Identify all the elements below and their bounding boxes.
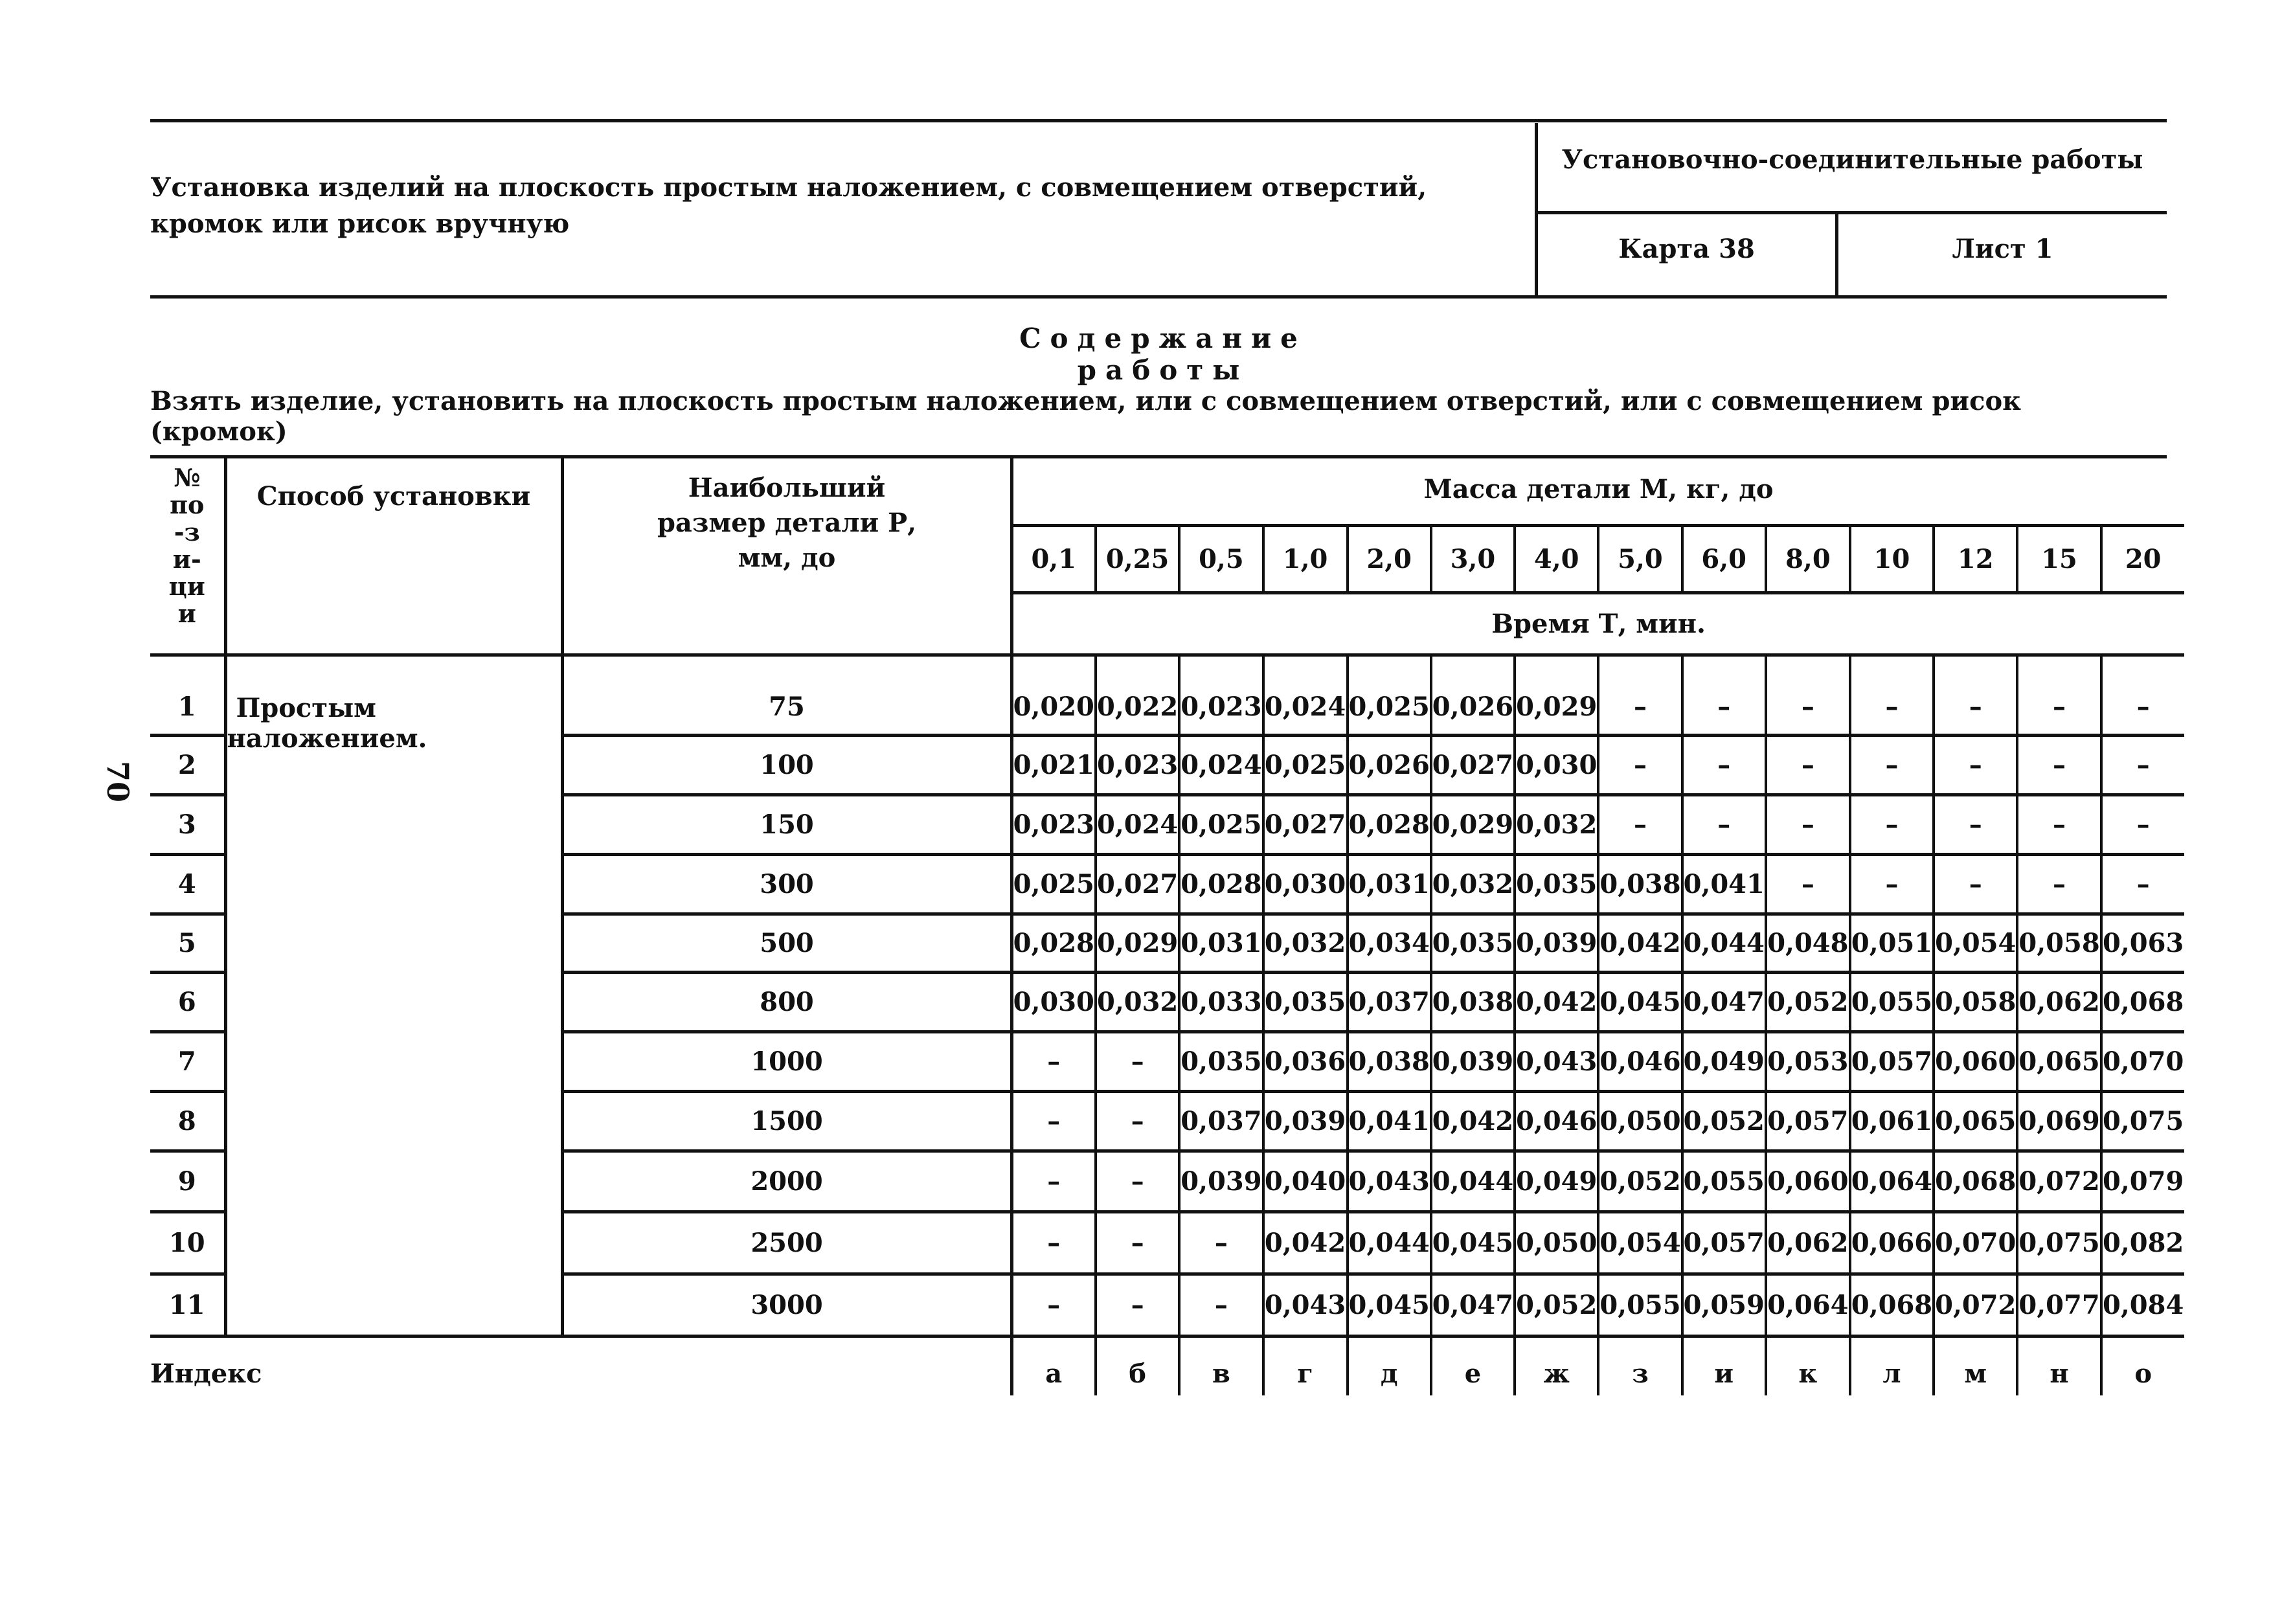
- time-value: 0,066: [1850, 1212, 1934, 1274]
- time-value: 0,064: [1766, 1274, 1850, 1336]
- time-value: 0,026: [1348, 735, 1431, 795]
- time-value: 0,052: [1766, 972, 1850, 1032]
- time-value: 0,077: [2017, 1274, 2101, 1336]
- time-value: 0,068: [1850, 1274, 1934, 1336]
- mass-header-cell: 6,0: [1682, 525, 1766, 592]
- time-value: 0,031: [1348, 854, 1431, 914]
- row-position: 5: [150, 914, 225, 972]
- time-value: –: [1011, 1091, 1096, 1151]
- index-letter: б: [1096, 1336, 1179, 1395]
- time-value: 0,035: [1431, 914, 1515, 972]
- time-value: 0,057: [1766, 1091, 1850, 1151]
- time-value: 0,055: [1850, 972, 1934, 1032]
- time-value: 0,060: [1934, 1032, 2017, 1091]
- row-position: 7: [150, 1032, 225, 1091]
- index-letter: ж: [1515, 1336, 1598, 1395]
- time-value: 0,055: [1682, 1151, 1766, 1212]
- row-size: 1000: [562, 1032, 1011, 1091]
- mass-header-cell: 12: [1934, 525, 2017, 592]
- time-value: 0,022: [1096, 655, 1179, 735]
- header-mid-rule: [1535, 211, 2167, 214]
- index-letter: м: [1934, 1336, 2017, 1395]
- row-position: 2: [150, 735, 225, 795]
- index-letter: д: [1348, 1336, 1431, 1395]
- time-value: 0,070: [2101, 1032, 2184, 1091]
- time-value: 0,028: [1011, 914, 1096, 972]
- row-size: 75: [562, 655, 1011, 735]
- time-value: –: [2101, 795, 2184, 854]
- time-value: 0,031: [1179, 914, 1263, 972]
- time-value: 0,023: [1011, 795, 1096, 854]
- index-letter: а: [1011, 1336, 1096, 1395]
- time-value: 0,059: [1682, 1274, 1766, 1336]
- time-value: 0,027: [1431, 735, 1515, 795]
- time-value: 0,024: [1096, 795, 1179, 854]
- row-position: 9: [150, 1151, 225, 1212]
- mass-header-cell: 2,0: [1348, 525, 1431, 592]
- index-letter: к: [1766, 1336, 1850, 1395]
- row-size: 1500: [562, 1091, 1011, 1151]
- header-method-label: Способ установки: [256, 481, 531, 512]
- time-value: 0,024: [1263, 655, 1348, 735]
- mass-header-cell: 4,0: [1515, 525, 1598, 592]
- header-time: Время Т, мин.: [1011, 592, 2184, 655]
- mass-header-cell: 3,0: [1431, 525, 1515, 592]
- method-cell: [225, 655, 562, 1336]
- time-value: 0,061: [1850, 1091, 1934, 1151]
- time-value: –: [1096, 1091, 1179, 1151]
- time-value: 0,042: [1431, 1091, 1515, 1151]
- time-value: –: [1934, 854, 2017, 914]
- mass-header-cell: 0,5: [1179, 525, 1263, 592]
- row-size: 2500: [562, 1212, 1011, 1274]
- time-value: 0,032: [1096, 972, 1179, 1032]
- row-position: 10: [150, 1212, 225, 1274]
- header-pos: [150, 455, 225, 655]
- time-value: –: [1934, 795, 2017, 854]
- time-value: 0,052: [1682, 1091, 1766, 1151]
- category-label: Установочно-соединительные работы: [1561, 144, 2143, 175]
- section-title: Содержание работы: [1019, 322, 1307, 386]
- row-position: 1: [150, 655, 225, 735]
- time-value: –: [1934, 655, 2017, 735]
- time-value: –: [1011, 1274, 1096, 1336]
- time-value: 0,047: [1682, 972, 1766, 1032]
- time-value: –: [1766, 735, 1850, 795]
- time-value: 0,044: [1682, 914, 1766, 972]
- row-size: 100: [562, 735, 1011, 795]
- time-value: –: [1096, 1151, 1179, 1212]
- row-position: 4: [150, 854, 225, 914]
- time-value: 0,046: [1515, 1091, 1598, 1151]
- time-value: 0,038: [1598, 854, 1682, 914]
- time-value: 0,040: [1263, 1151, 1348, 1212]
- row-position: 3: [150, 795, 225, 854]
- time-value: 0,054: [1934, 914, 2017, 972]
- time-value: 0,052: [1598, 1151, 1682, 1212]
- time-value: 0,028: [1179, 854, 1263, 914]
- mass-header-cell: 15: [2017, 525, 2101, 592]
- time-value: –: [1766, 854, 1850, 914]
- index-letter: н: [2017, 1336, 2101, 1395]
- time-value: 0,060: [1766, 1151, 1850, 1212]
- time-value: 0,025: [1263, 735, 1348, 795]
- time-value: 0,030: [1011, 972, 1096, 1032]
- time-value: –: [1096, 1274, 1179, 1336]
- time-value: 0,055: [1598, 1274, 1682, 1336]
- time-value: 0,057: [1682, 1212, 1766, 1274]
- time-value: 0,034: [1348, 914, 1431, 972]
- header-pos-label: № по-зи-ции: [168, 463, 205, 628]
- time-value: 0,045: [1598, 972, 1682, 1032]
- time-value: 0,075: [2017, 1212, 2101, 1274]
- row-position: 6: [150, 972, 225, 1032]
- index-letter: и: [1682, 1336, 1766, 1395]
- time-value: 0,025: [1348, 655, 1431, 735]
- sheet-number: Лист 1: [1952, 234, 2053, 264]
- time-value: –: [1850, 854, 1934, 914]
- header-size: [562, 455, 1011, 655]
- time-value: 0,042: [1263, 1212, 1348, 1274]
- time-value: –: [2017, 854, 2101, 914]
- time-value: 0,033: [1179, 972, 1263, 1032]
- time-value: 0,072: [2017, 1151, 2101, 1212]
- row-size: 150: [562, 795, 1011, 854]
- mass-header-cell: 0,1: [1011, 525, 1096, 592]
- row-size: 500: [562, 914, 1011, 972]
- time-value: –: [1682, 735, 1766, 795]
- time-value: 0,043: [1348, 1151, 1431, 1212]
- time-value: 0,042: [1515, 972, 1598, 1032]
- time-value: 0,054: [1598, 1212, 1682, 1274]
- mass-header-cell: 1,0: [1263, 525, 1348, 592]
- index-letter: е: [1431, 1336, 1515, 1395]
- time-value: 0,032: [1431, 854, 1515, 914]
- mass-header-cell: 8,0: [1766, 525, 1850, 592]
- mass-header-cell: 0,25: [1096, 525, 1179, 592]
- time-value: 0,041: [1682, 854, 1766, 914]
- card-number: Карта 38: [1618, 234, 1755, 264]
- time-value: 0,068: [1934, 1151, 2017, 1212]
- work-description: Взять изделие, установить на плоскость простым наложением, или с совмещением отверстий, или с совмещением рисок (кромок): [150, 386, 2022, 447]
- time-value: –: [1011, 1032, 1096, 1091]
- time-value: 0,057: [1850, 1032, 1934, 1091]
- time-value: 0,021: [1011, 735, 1096, 795]
- time-value: –: [1598, 735, 1682, 795]
- time-value: 0,043: [1515, 1032, 1598, 1091]
- time-value: 0,039: [1431, 1032, 1515, 1091]
- header-method: [225, 455, 562, 655]
- time-value: –: [1850, 655, 1934, 735]
- time-value: 0,027: [1263, 795, 1348, 854]
- time-value: 0,053: [1766, 1032, 1850, 1091]
- time-value: 0,023: [1096, 735, 1179, 795]
- header-bottom-rule: [150, 295, 2167, 299]
- top-rule: [150, 119, 2167, 122]
- time-value: 0,025: [1179, 795, 1263, 854]
- time-value: 0,030: [1263, 854, 1348, 914]
- mass-header-cell: 20: [2101, 525, 2184, 592]
- time-value: 0,047: [1431, 1274, 1515, 1336]
- time-value: 0,046: [1598, 1032, 1682, 1091]
- time-value: –: [1096, 1032, 1179, 1091]
- time-value: 0,065: [2017, 1032, 2101, 1091]
- time-value: –: [1096, 1212, 1179, 1274]
- row-size: 2000: [562, 1151, 1011, 1212]
- time-value: 0,044: [1348, 1212, 1431, 1274]
- time-value: –: [1598, 795, 1682, 854]
- time-value: 0,064: [1850, 1151, 1934, 1212]
- time-value: 0,050: [1598, 1091, 1682, 1151]
- page-number: 70: [100, 760, 136, 803]
- mass-header-cell: 10: [1850, 525, 1934, 592]
- time-value: 0,024: [1179, 735, 1263, 795]
- time-value: 0,072: [1934, 1274, 2017, 1336]
- time-value: 0,029: [1515, 655, 1598, 735]
- time-value: 0,041: [1348, 1091, 1431, 1151]
- time-value: 0,082: [2101, 1212, 2184, 1274]
- time-value: 0,039: [1179, 1151, 1263, 1212]
- time-value: –: [1766, 655, 1850, 735]
- norms-table: [150, 455, 2184, 1395]
- table-row: [150, 655, 2184, 735]
- time-value: –: [1011, 1212, 1096, 1274]
- time-value: –: [1766, 795, 1850, 854]
- time-value: 0,058: [2017, 914, 2101, 972]
- document-title: Установка изделий на плоскость простым наложением, с совмещением отверстий, кромок или рисок вручную: [150, 172, 1427, 239]
- header-size-label: Наибольший размер детали Р, мм, до: [657, 473, 917, 573]
- time-value: 0,027: [1096, 854, 1179, 914]
- time-value: 0,051: [1850, 914, 1934, 972]
- time-value: 0,062: [2017, 972, 2101, 1032]
- mass-header-cell: 5,0: [1598, 525, 1682, 592]
- time-value: 0,039: [1263, 1091, 1348, 1151]
- time-value: 0,084: [2103, 1289, 2184, 1320]
- time-value: –: [2017, 735, 2101, 795]
- time-value: –: [2101, 735, 2184, 795]
- time-value: –: [1850, 795, 1934, 854]
- time-value: 0,035: [1179, 1032, 1263, 1091]
- time-value: –: [1598, 655, 1682, 735]
- time-value: 0,042: [1598, 914, 1682, 972]
- time-value: 0,037: [1348, 972, 1431, 1032]
- time-value: –: [2101, 655, 2184, 735]
- time-value: 0,026: [1431, 655, 1515, 735]
- time-value: 0,037: [1179, 1091, 1263, 1151]
- time-value: 0,039: [1515, 914, 1598, 972]
- time-value: –: [2017, 795, 2101, 854]
- row-position: 11: [150, 1274, 225, 1336]
- time-value: –: [1682, 795, 1766, 854]
- time-value: 0,048: [1766, 914, 1850, 972]
- time-value: 0,075: [2101, 1091, 2184, 1151]
- time-value: 0,050: [1515, 1212, 1598, 1274]
- index-row: [150, 1336, 2184, 1395]
- header-mass: Масса детали М, кг, до: [1011, 455, 2184, 525]
- index-letter: л: [1850, 1336, 1934, 1395]
- time-value: 0,032: [1263, 914, 1348, 972]
- time-value: 0,044: [1431, 1151, 1515, 1212]
- time-value: –: [1682, 655, 1766, 735]
- method-label: Простым наложением.: [227, 692, 427, 754]
- index-letter: в: [1179, 1336, 1263, 1395]
- time-value: 0,038: [1348, 1032, 1431, 1091]
- time-value: 0,052: [1515, 1274, 1598, 1336]
- time-value: 0,030: [1515, 735, 1598, 795]
- time-value: 0,043: [1263, 1274, 1348, 1336]
- time-value: 0,045: [1431, 1212, 1515, 1274]
- time-value: 0,069: [2017, 1091, 2101, 1151]
- time-value: 0,038: [1431, 972, 1515, 1032]
- time-value: 0,035: [1515, 854, 1598, 914]
- time-value: –: [2101, 854, 2184, 914]
- time-value: 0,045: [1348, 1274, 1431, 1336]
- time-value: 0,068: [2101, 972, 2184, 1032]
- index-letter: о: [2101, 1336, 2184, 1395]
- time-value: –: [1011, 1151, 1096, 1212]
- time-value: 0,023: [1179, 655, 1263, 735]
- time-value: 0,063: [2101, 914, 2184, 972]
- index-letter: г: [1263, 1336, 1348, 1395]
- index-label: Индекс: [150, 1336, 1011, 1395]
- time-value: –: [1179, 1212, 1263, 1274]
- time-value: –: [2017, 655, 2101, 735]
- row-position: 8: [150, 1091, 225, 1151]
- time-value: 0,028: [1348, 795, 1431, 854]
- time-value: 0,020: [1011, 655, 1096, 735]
- time-value: 0,070: [1934, 1212, 2017, 1274]
- row-size: 800: [562, 972, 1011, 1032]
- time-value: 0,049: [1682, 1032, 1766, 1091]
- time-value: 0,032: [1515, 795, 1598, 854]
- time-value: –: [1850, 735, 1934, 795]
- time-value: 0,036: [1263, 1032, 1348, 1091]
- time-value: 0,049: [1515, 1151, 1598, 1212]
- time-value: 0,025: [1011, 854, 1096, 914]
- row-size: 3000: [562, 1274, 1011, 1336]
- time-value: 0,062: [1766, 1212, 1850, 1274]
- row-size: 300: [562, 854, 1011, 914]
- time-value: –: [1179, 1274, 1263, 1336]
- time-value: 0,079: [2101, 1151, 2184, 1212]
- time-value: 0,065: [1934, 1091, 2017, 1151]
- time-value: 0,058: [1934, 972, 2017, 1032]
- time-value: 0,029: [1096, 914, 1179, 972]
- time-value: 0,035: [1263, 972, 1348, 1032]
- index-letter: з: [1598, 1336, 1682, 1395]
- time-value: –: [1934, 735, 2017, 795]
- time-value: 0,029: [1431, 795, 1515, 854]
